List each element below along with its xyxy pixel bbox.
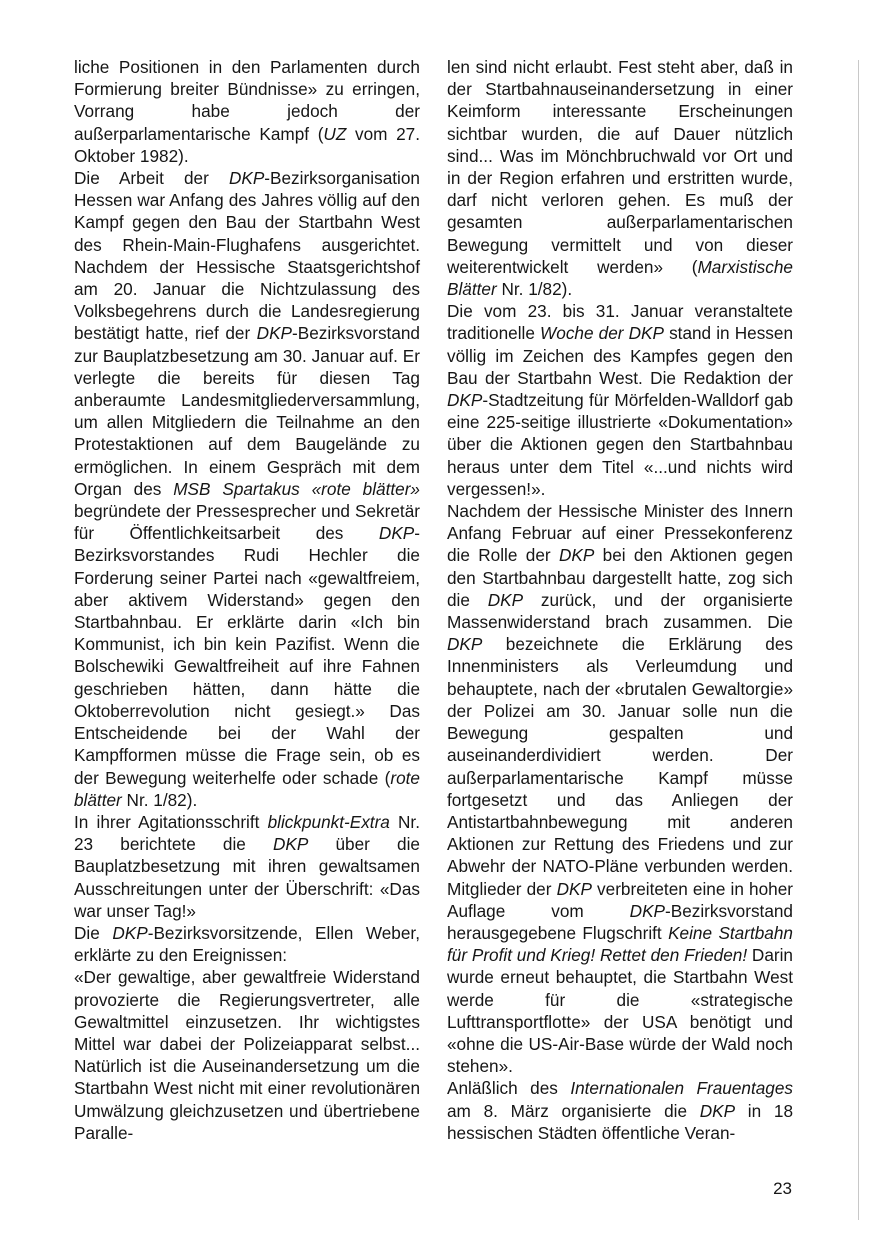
paragraph: Die vom 23. bis 31. Januar veranstaltete traditionelle Woche der DKP stand in Hessen völlig im Zeichen des Kampfes gegen den Bau der Startbahn West. Die Redaktion der DKP-Stadtzeitung für Mörfelden-Walldorf gab eine 225-seitige illustrierte «Dokumentation» über die Aktionen gegen den Startbahnbau heraus unter dem Titel «...und nichts wird vergessen!». — [447, 301, 794, 499]
paragraph: Die DKP-Bezirksvorsitzende, Ellen Weber, erklärte zu den Ereignissen: — [74, 922, 420, 966]
paragraph: len sind nicht erlaubt. Fest steht aber, daß in der Startbahnauseinandersetzung in einer Keimform interessante Erscheinungen sichtbar wurden, die auf Dauer nützlich sind... Was im Mönchbruchwald vor Ort und in der Region erfahren und erstritten wurde, darf nicht verloren gehen. Es muß der gesamten außerparlamentarischen Bewegung vermittelt und von dieser weiterentwickelt werden» (Marxistische Blätter Nr. 1/82). — [447, 57, 793, 300]
paragraph: In ihrer Agitationsschrift blickpunkt-Extra Nr. 23 berichtete die DKP über die Bauplatzbesetzung mit ihren gewaltsamen Ausschreitungen unter der Überschrift: «Das war unser Tag!» — [74, 811, 420, 921]
left-column — [74, 56, 420, 1144]
page-edge-line — [858, 60, 859, 1220]
right-column — [447, 56, 793, 1144]
paragraph: Anläßlich des Internationalen Frauentages am 8. März organisierte die DKP in 18 hessischen Städten öffentliche Veran- — [447, 1078, 794, 1143]
paragraph: «Der gewaltige, aber gewaltfreie Widerstand provozierte die Regierungsvertreter, alle Gewaltmittel einzusetzen. Ihr wichtigstes Mittel war dabei der Polizeiapparat selbst... Natürlich ist die Auseinandersetzung um die Startbahn West nicht mit einer revolutionären Umwälzung gleichzusetzen und übertriebene Paralle- — [74, 967, 420, 1143]
paragraph: Die Arbeit der DKP-Bezirksorganisation Hessen war Anfang des Jahres völlig auf den Kampf gegen den Bau der Startbahn West des Rhein-Main-Flughafens ausgerichtet. Nachdem der Hessische Staatsgerichtshof am 20. Januar die Nichtzulassung des Volksbegehrens durch die Landesregierung bestätigt hatte, rief der DKP-Bezirksvorstand zur Bauplatzbesetzung am 30. Januar auf. Er verlegte die bereits für diesen Tag anberaumte Landesmitgliederversammlung, um allen Mitgliedern die Teilnahme an den Protestaktionen auf dem Baugelände zu ermöglichen. In einem Gespräch mit dem Organ des MSB Spartakus «rote blätter» begründete der Pressesprecher und Sekretär für Öffentlichkeitsarbeit des DKP-Bezirksvorstandes Rudi Hechler die Forderung seiner Partei nach «gewaltfreiem, aber aktivem Widerstand» gegen den Startbahnbau. Er erklärte darin «Ich bin Kommunist, ich bin kein Pazifist. Wenn die Bolschewiki Gewaltfreiheit auf ihre Fahnen geschrieben hätten, dann hätte die Oktoberrevolution nicht gesiegt.» Das Entscheidende bei der Wahl der Kampfformen müsse die Frage sein, ob es der Bewegung weiterhelfe oder schade (rote blätter Nr. 1/82). — [74, 168, 420, 810]
paragraph: Nachdem der Hessische Minister des Innern Anfang Februar auf einer Pressekonferenz die Rolle der DKP bei den Aktionen gegen den Startbahnbau dargestellt hatte, zog sich die DKP zurück, und der organisierte Massenwiderstand brach zusammen. Die DKP bezeichnete die Erklärung des Innenministers als Verleumdung und behauptete, nach der «brutalen Gewaltorgie» der Polizei am 30. Januar solle nun die Bewegung gespalten und auseinanderdividiert werden. Der außerparlamentarische Kampf müsse fortgesetzt und das Anliegen der Antistartbahnbewegung mit anderen Aktionen zur Rettung des Friedens und zur Abwehr der NATO-Pläne verbunden werden. Mitglieder der DKP verbreiteten eine in hoher Auflage vom DKP-Bezirksvorstand herausgegebene Flugschrift Keine Startbahn für Profit und Krieg! Rettet den Frieden! Darin wurde erneut behauptet, die Startbahn West werde für die «strategische Lufttransportflotte» der USA benötigt und «ohne die US-Air-Base würde der Wald noch stehen». — [447, 501, 793, 1077]
paragraph: liche Positionen in den Parlamenten durch Formierung breiter Bündnisse» zu erringen, Vorrang habe jedoch der außerparlamentarische Kampf (UZ vom 27. Oktober 1982). — [74, 57, 420, 166]
page-number: 23 — [773, 1179, 792, 1198]
